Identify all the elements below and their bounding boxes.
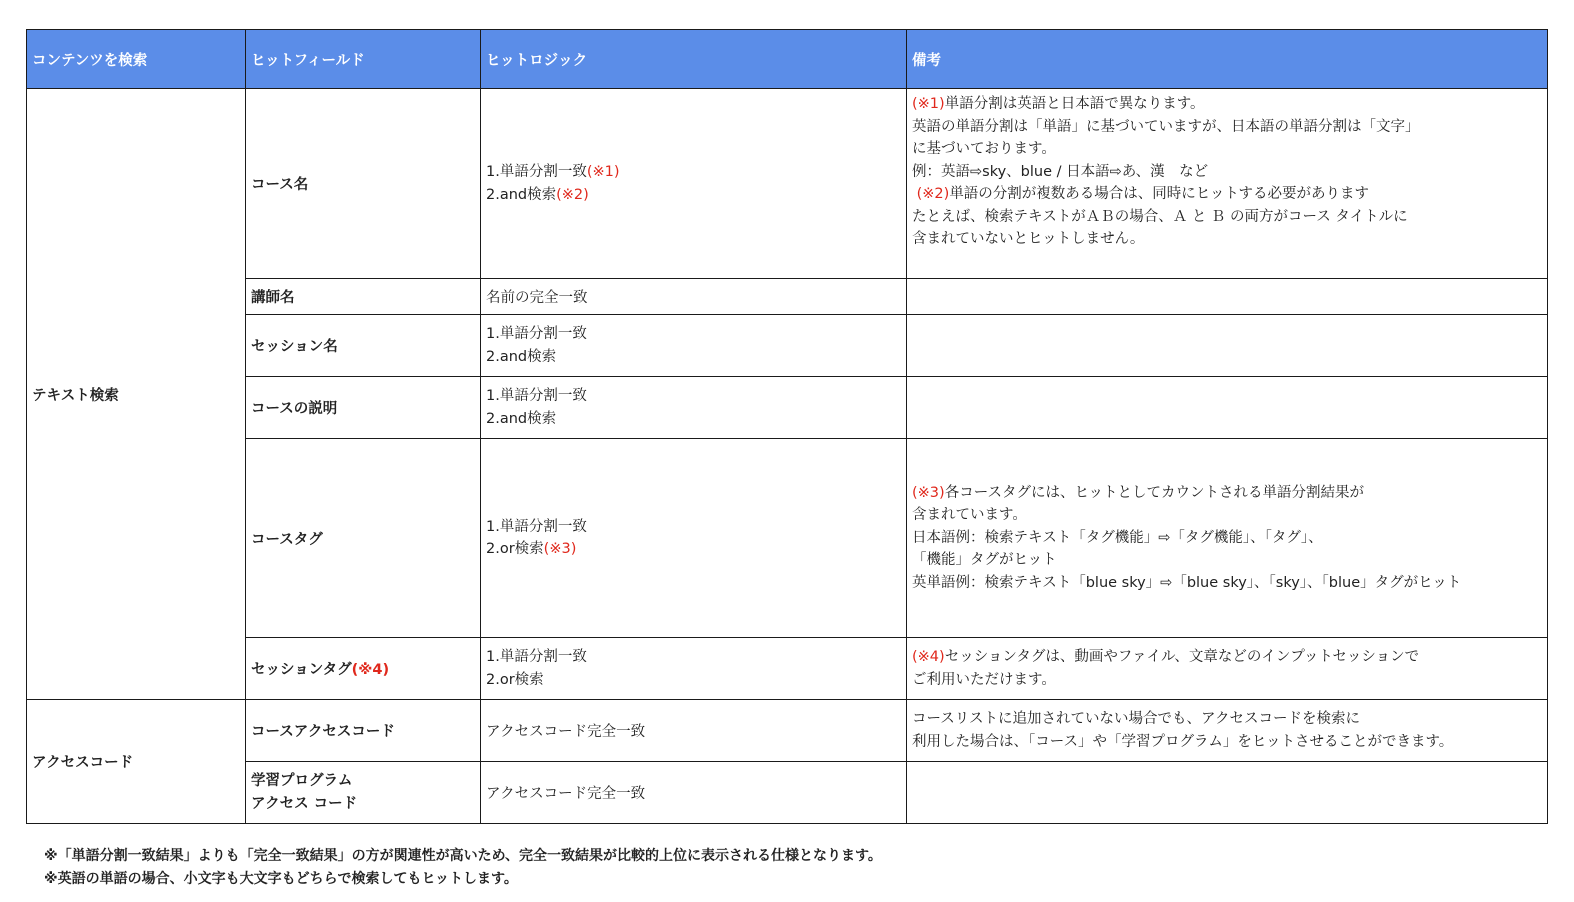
logic-program-access-code: アクセスコード完全一致 — [481, 762, 907, 824]
logic-session-tag: 1.単語分割一致 2.or検索 — [481, 638, 907, 700]
logic-course-tag: 1.単語分割一致 2.or検索(※3) — [481, 439, 907, 638]
field-session-name: セッション名 — [246, 315, 481, 377]
field-instructor: 講師名 — [246, 279, 481, 315]
remarks-session-tag: (※4)セッションタグは、動画やファイル、文章などのインプットセッションで ご利用いただけます。 — [907, 638, 1548, 700]
remarks-instructor — [907, 279, 1548, 315]
logic-course-access-code: アクセスコード完全一致 — [481, 700, 907, 762]
header-content-search: コンテンツを検索 — [27, 30, 246, 89]
field-course-access-code: コースアクセスコード — [246, 700, 481, 762]
header-remarks: 備考 — [907, 30, 1548, 89]
field-course-desc: コースの説明 — [246, 377, 481, 439]
table-row — [27, 377, 1548, 439]
field-session-tag: セッションタグ(※4) — [246, 638, 481, 700]
header-row — [27, 30, 1548, 89]
header-hit-field: ヒットフィールド — [246, 30, 481, 89]
table-row — [27, 762, 1548, 824]
table-row — [27, 89, 1548, 279]
remarks-course-access-code: コースリストに追加されていない場合でも、アクセスコードを検索に 利用した場合は、「コース」や「学習プログラム」をヒットさせることができます。 — [907, 700, 1548, 762]
logic-course-desc: 1.単語分割一致 2.and検索 — [481, 377, 907, 439]
table-row — [27, 279, 1548, 315]
table-row — [27, 638, 1548, 700]
table-row — [27, 315, 1548, 377]
remarks-course-tag: (※3)各コースタグには、ヒットとしてカウントされる単語分割結果が 含まれています。 日本語例：検索テキスト「タグ機能」⇨「タグ機能」、「タグ」、 「機能」タグがヒット 英単語例：検索テキスト「blue sky」⇨「blue sky」、「sky」、「blue」タグがヒット — [907, 439, 1548, 638]
remarks-course-name: (※1)単語分割は英語と日本語で異なります。 英語の単語分割は「単語」に基づいていますが、日本語の単語分割は「文字」 に基づいております。 例：英語⇨sky、blue / 日本語⇨あ、漢 など (※2)単語の分割が複数ある場合は、同時にヒットする必要があります たとえば、検索テキストがＡＢの場合、Ａ と Ｂ の両方がコース タイトルに 含まれていないとヒットしません。 — [907, 89, 1548, 279]
search-spec-table — [26, 29, 1548, 824]
table-row — [27, 700, 1548, 762]
field-course-tag: コースタグ — [246, 439, 481, 638]
remarks-program-access-code — [907, 762, 1548, 824]
field-program-access-code: 学習プログラム アクセス コード — [246, 762, 481, 824]
logic-instructor: 名前の完全一致 — [481, 279, 907, 315]
header-hit-logic: ヒットロジック — [481, 30, 907, 89]
group-text-search: テキスト検索 — [27, 89, 246, 700]
remarks-session-name — [907, 315, 1548, 377]
footnote-case-insensitive: ※英語の単語の場合、小文字も大文字もどちらで検索してもヒットします。 — [44, 871, 518, 887]
footnote-relevance: ※「単語分割一致結果」よりも「完全一致結果」の方が関連性が高いため、完全一致結果が比較的上位に表示される仕様となります。 — [44, 848, 882, 864]
remarks-course-desc — [907, 377, 1548, 439]
logic-session-name: 1.単語分割一致 2.and検索 — [481, 315, 907, 377]
logic-course-name: 1.単語分割一致(※1) 2.and検索(※2) — [481, 89, 907, 279]
group-access-code: アクセスコード — [27, 700, 246, 824]
field-course-name: コース名 — [246, 89, 481, 279]
table-row — [27, 439, 1548, 638]
